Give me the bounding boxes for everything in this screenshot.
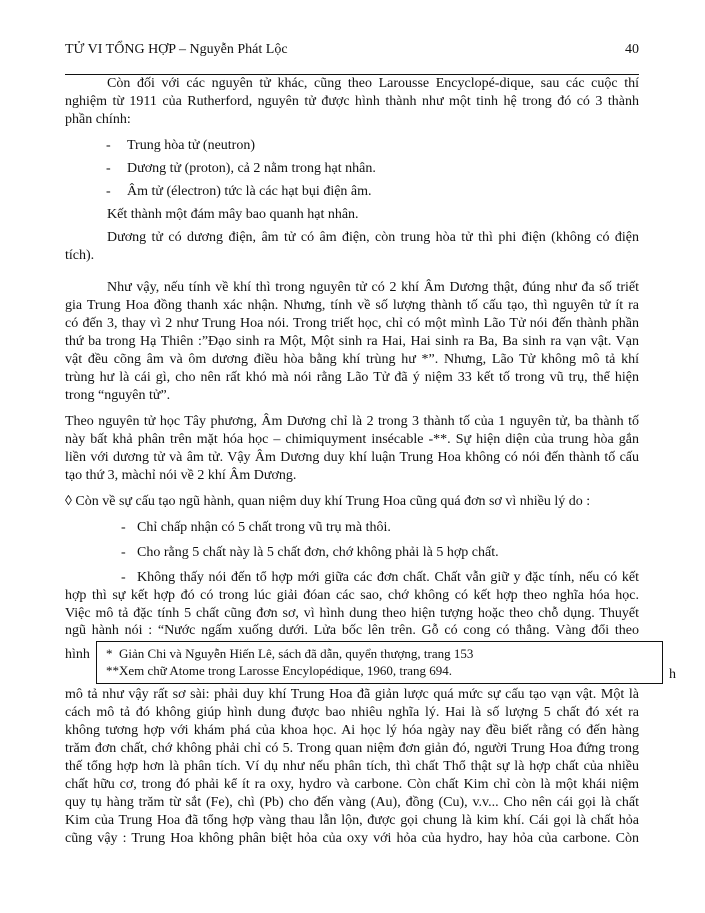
text-line: Kim của Trung Hoa đã tổng hợp vàng thau lẫn lộn, được gọi chung là kim khí. Cái gọi là chất hỏa	[65, 813, 639, 828]
text-line: chất hữu cơ, trong đó phải kể ít ra oxy, hydro và carbone. Còn chất Kim chỉ còn là một khái niệm	[65, 777, 639, 792]
text-line: liền với dương tử và âm tử. Vậy Âm Dương duy khí luận Trung Hoa không có nói đến thành tố cấu	[65, 450, 639, 465]
list-item: Không thấy nói đến tổ hợp mới giữa các đơn chất. Chất vẫn giữ y đặc tính, nếu có kết	[137, 570, 639, 585]
text-line: trùng hư là cái gì, cho nên rất khó mà nói rằng Lão Tử đã ý niệm 33 kết tố trong vũ trụ, thể hiện	[65, 370, 639, 385]
text-line: ngũ hành nói : “Nước ngấm xuống dưới. Lửa bốc lên trên. Gỗ có cong có thẳng. Vàng đổi theo	[65, 623, 639, 638]
list-dash: -	[106, 161, 111, 176]
text-line: trăm đơn chất, chớ không phải chỉ có 5. Trong quan niệm đơn giản đó, người Trung Hoa đứng trong	[65, 741, 639, 756]
text-line: thứ ba trong Hạ Thiên :”Đạo sinh ra Một, Một sinh ra Hai, Hai sinh ra Ba, Ba sinh ra vạn vật. Vạn	[65, 334, 639, 349]
footnote-text: Xem chữ Atome trong Larosse Encylopédique, 1960, trang 694.	[119, 663, 453, 678]
text-line: cách mô tả đó không giúp hình dung được bao nhiêu nghĩa lý. Hai là số lượng 5 chất đó xét ra	[65, 705, 639, 720]
text-line: trong “nguyên tử”.	[65, 388, 171, 403]
text-line: Còn đối với các nguyên tử khác, cũng theo Larousse Encyclopé-dique, sau các cuộc thí	[107, 76, 639, 91]
paragraph-6: ◊ Còn về sự cấu tạo ngũ hành, quan niệm duy khí Trung Hoa cũng quá đơn sơ vì nhiều lý do :	[65, 494, 591, 509]
text-line: tích).	[65, 248, 95, 263]
list-item: Âm tử (électron) tức là các hạt bụi điện âm.	[127, 184, 372, 199]
list-item: Dương tử (proton), cả 2 nằm trong hạt nhân.	[127, 161, 376, 176]
text-line: cũng vậy : Trung Hoa không phân biệt hỏa của oxy với hỏa của hydro, hay hỏa của carbone. Còn	[65, 831, 639, 846]
list-dash: -	[106, 138, 111, 153]
text-line: vật đều cõng âm và ôm dương điều hòa bằng khí trùng hư *”. Nhưng, Lão Tử không mô tả khí	[65, 352, 639, 367]
text-line: không tương hợp với khám phá của khoa học. Ai học lý hóa ngày nay đều biết rằng có đến hàng	[65, 723, 639, 738]
text-line: Như vậy, nếu tính về khí thì trong nguyên tử có 2 khí Âm Dương thật, đúng như đa số triết	[107, 280, 639, 295]
text-line: Việc mô tả đặc tính 5 chất cũng đơn sơ, vì hình dung theo hiện tượng hoặc theo chỗ dụng. Thuyết	[65, 606, 639, 621]
list-item: Trung hòa tử (neutron)	[127, 138, 256, 153]
list-dash: -	[121, 545, 126, 560]
list-dash: -	[121, 570, 126, 585]
footnote-box	[96, 641, 663, 684]
text-line: Dương tử có dương điện, âm tử có âm điện, còn trung hòa tử thì phi điện (không có điện	[107, 230, 639, 245]
page-number: 40	[625, 42, 639, 57]
footnote-text: Giản Chi và Nguyễn Hiến Lê, sách đã dẫn, quyển thượng, trang 153	[119, 646, 474, 661]
footnote-mark: **	[106, 663, 119, 678]
text-line: tạo thứ 3, màchỉ nói về 2 khí Âm Dương.	[65, 468, 297, 483]
list-dash: -	[106, 184, 111, 199]
text-line: phần chính:	[65, 112, 131, 127]
footnote-mark: *	[106, 646, 113, 661]
text-line: nghiệm từ 1911 của Rutherford, nguyên tử được hình thành như một tinh hệ trong đó có 3 thành	[65, 94, 639, 109]
text-line-partial: hình	[65, 647, 90, 662]
paragraph-2: Kết thành một đám mây bao quanh hạt nhân.	[107, 207, 359, 222]
list-item: Chỉ chấp nhận có 5 chất trong vũ trụ mà thôi.	[137, 520, 391, 535]
text-line: này bất khả phân trên mặt hóa học – chimiquyment insécable -**. Sự hiện diện của trung hòa gắn	[65, 432, 639, 447]
list-item: Cho rằng 5 chất này là 5 chất đơn, chớ không phải là 5 hợp chất.	[137, 545, 499, 560]
list-dash: -	[121, 520, 126, 535]
text-line: gia Trung Hoa đồng thanh xác nhận. Nhưng, tính về số lượng thành tố cấu tạo, thì nguyên tử ít ra	[65, 298, 639, 313]
text-line-partial: h	[669, 667, 676, 682]
text-line: hợp thì sự kết hợp đó có trong lúc giải đóan các sao, chớ không có kết hợp theo nghĩa hóa học.	[65, 588, 639, 603]
text-line: quy tụ hàng trăm từ sắt (Fe), chì (Pb) cho đến vàng (Au), đồng (Cu), v.v... Cho nên cái gọi là chất	[65, 795, 639, 810]
text-line: mô tả như vậy rất sơ sài: phải duy khí Trung Hoa đã giản lược quá mức sự cấu tạo vạn vật. Một là	[65, 687, 639, 702]
text-line: thế tổng hợp hơn là phân tích. Ví dụ như nếu phân tích, thì chất Thổ thật sự là hợp chất của nhiều	[65, 759, 639, 774]
text-line: Theo nguyên tử học Tây phương, Âm Dương chỉ là 2 trong 3 thành tố của 1 nguyên tử, ba thành tố	[65, 414, 639, 429]
text-line: có đến 3, thay vì 2 như Trung Hoa nói. Trong triết học, chỉ có một mình Lão Tử nói đến thành phần	[65, 316, 639, 331]
running-header-title: TỬ VI TỔNG HỢP – Nguyễn Phát Lộc	[65, 42, 288, 57]
